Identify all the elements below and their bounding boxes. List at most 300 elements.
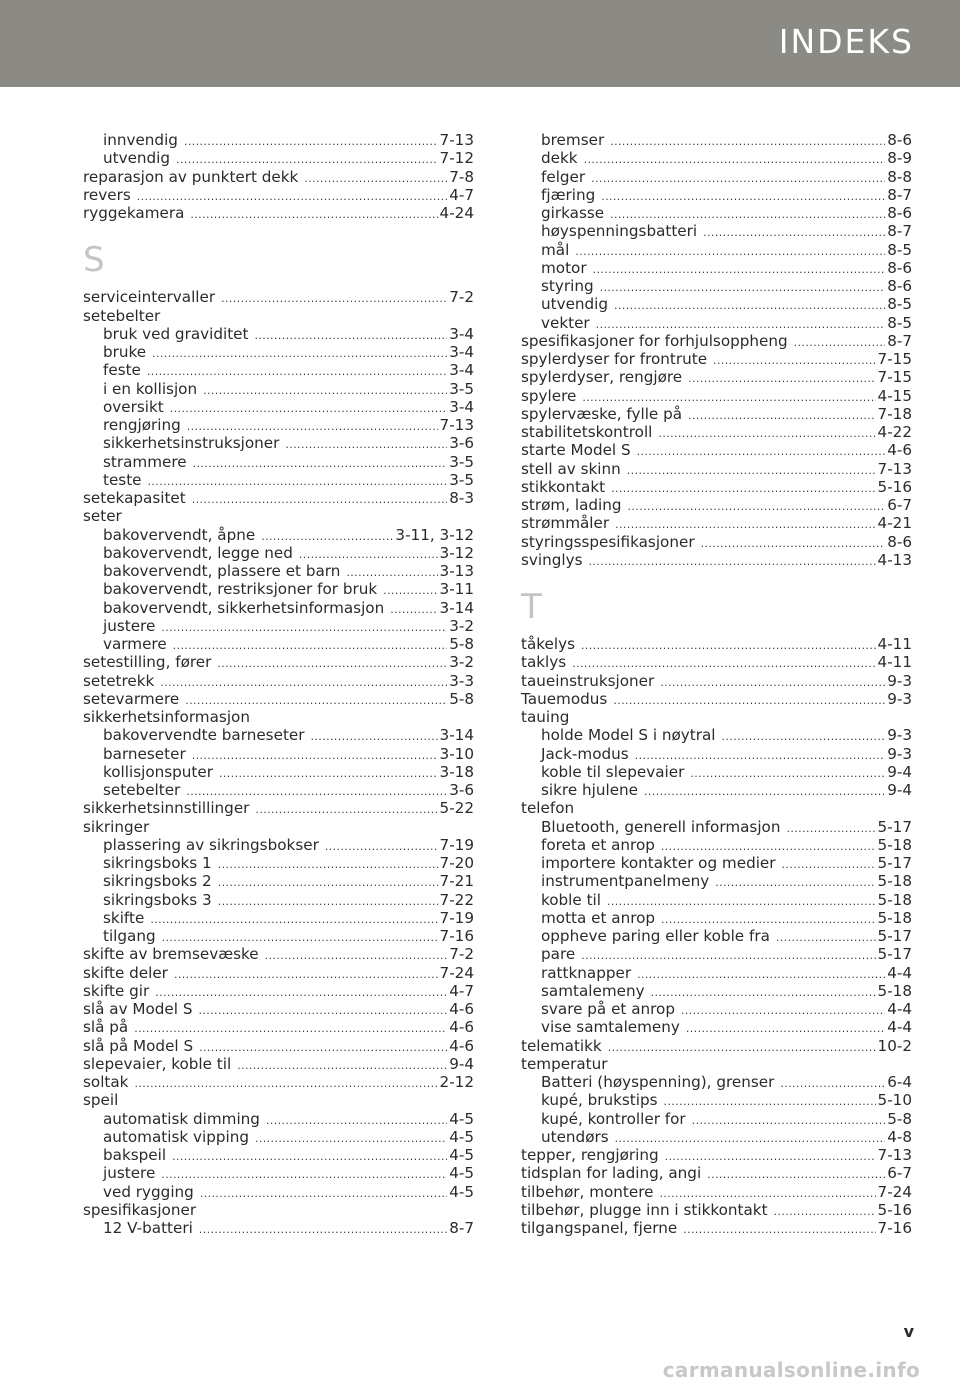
index-entry [83,672,474,690]
index-entry [521,1037,912,1055]
entry-page-ref[interactable]: 7-15 [877,350,912,368]
entry-term: temperatur [521,1054,608,1073]
entry-term: kupé, kontroller for [541,1109,686,1128]
entry-page-ref[interactable]: 3-4 [449,343,474,361]
entry-term: i en kollisjon [103,379,198,398]
leader-dots [786,820,875,838]
entry-page-ref[interactable]: 4-4 [887,963,912,982]
leader-dots [172,1148,447,1166]
entry-page-ref[interactable]: 4-6 [449,1018,474,1037]
entry-term: holde Model S i nøytral [541,726,716,745]
entry-page-ref[interactable]: 3-4 [449,361,474,380]
header-band [0,0,960,87]
leader-dots [608,1039,876,1057]
entry-term: speil [83,1091,119,1110]
entry-term: teste [103,470,142,489]
entry-term: sikringsboks 1 [103,854,212,872]
entry-term: setevarmere [83,689,180,708]
entry-page-ref[interactable]: 7-16 [439,927,474,945]
entry-page-ref[interactable]: 4-8 [887,1127,912,1146]
entry-page-ref[interactable]: 5-18 [877,872,912,891]
entry-term: utvendig [103,149,171,168]
leader-dots [688,407,875,425]
leader-dots [304,170,447,188]
leader-dots [644,783,885,801]
entry-page-ref[interactable]: 7-13 [877,459,912,478]
leader-dots [686,1020,885,1038]
entry-page-ref[interactable]: 4-4 [887,1000,912,1018]
index-subentry [83,726,474,744]
leader-dots [237,1057,447,1075]
entry-term: setebelter [103,781,181,799]
entry-term: taklys [521,653,567,672]
entry-page-ref[interactable]: 5-17 [877,945,912,964]
entry-page-ref[interactable]: 8-9 [887,149,912,168]
entry-page-ref[interactable]: 4-5 [449,1164,474,1183]
index-entry [521,1201,912,1219]
index-subentry [83,1128,474,1146]
leader-dots [161,619,447,637]
entry-page-ref[interactable]: 5-18 [877,908,912,927]
entry-term: sikringsboks 2 [103,872,212,891]
index-entry [521,1146,912,1164]
entry-term: barneseter [103,744,186,763]
entry-page-ref[interactable]: 9-3 [887,689,912,708]
index-subentry [521,1073,912,1091]
index-subentry [521,781,912,799]
page-number: v [903,1322,914,1341]
entry-term: sikkerhetsinnstillinger [83,799,250,818]
entry-page-ref[interactable]: 4-5 [449,1182,474,1201]
entry-term: 12 V-batteri [103,1219,193,1237]
entry-page-ref[interactable]: 5-10 [877,1091,912,1110]
entry-page-ref[interactable]: 4-22 [877,423,912,441]
leader-dots [782,856,876,874]
entry-term: automatisk dimming [103,1109,260,1128]
entry-page-ref[interactable]: 4-15 [877,386,912,405]
index-subentry [521,277,912,295]
entry-term: bruk ved graviditet [103,324,249,343]
entry-page-ref[interactable]: 8-7 [449,1219,474,1237]
entry-page-ref[interactable]: 8-7 [887,222,912,241]
entry-page-ref[interactable]: 4-13 [877,550,912,569]
index-subentry [521,909,912,927]
entry-page-ref[interactable]: 3-6 [449,781,474,799]
entry-term: styringsspesifikasjoner [521,532,695,551]
leader-dots [660,674,885,692]
entry-page-ref[interactable]: 8-6 [887,532,912,551]
entry-page-ref[interactable]: 9-3 [887,671,912,690]
entry-page-ref[interactable]: 3-11 [439,580,474,599]
index-subentry [83,361,474,379]
index-subentry [83,580,474,598]
index-subentry [521,945,912,963]
entry-page-ref[interactable]: 3-14 [439,726,474,745]
entry-page-ref[interactable]: 3-18 [439,762,474,781]
index-entry [521,551,912,569]
leader-dots [218,874,438,892]
index-subentry [521,186,912,204]
entry-page-ref[interactable]: 9-3 [887,726,912,745]
leader-dots [637,966,885,984]
index-subentry [521,241,912,259]
entry-term: tilbehør, montere [521,1182,654,1201]
entry-page-ref[interactable]: 9-4 [887,781,912,799]
leader-dots [190,206,437,224]
entry-term: sikringer [83,817,150,836]
entry-page-ref[interactable]: 4-11 [877,635,912,653]
entry-term: bakovervendt, restriksjoner for bruk [103,580,378,599]
entry-page-ref[interactable]: 5-17 [877,854,912,872]
entry-term: stikkontakt [521,477,606,496]
leader-dots [200,1185,447,1203]
leader-dots [203,382,447,400]
entry-term: sikre hjulene [541,781,639,799]
entry-page-ref[interactable]: 5-8 [449,635,474,653]
entry-term: bakspeil [103,1146,167,1164]
index-subentry [521,872,912,890]
leader-dots [614,297,885,315]
index-subentry [521,1128,912,1146]
leader-dots [152,345,447,363]
index-subentry [83,380,474,398]
index-subentry [83,599,474,617]
index-subentry [521,1018,912,1036]
index-entry [521,653,912,671]
entry-term: telefon [521,799,575,818]
index-subentry [521,964,912,982]
entry-page-ref[interactable]: 10-2 [877,1036,912,1055]
entry-page-ref[interactable]: 7-8 [449,167,474,186]
entry-term: ved rygging [103,1182,194,1201]
entry-page-ref[interactable]: 3-2 [449,653,474,672]
leader-dots [628,498,886,516]
index-subentry [521,168,912,186]
entry-page-ref[interactable]: 8-6 [887,277,912,295]
entry-page-ref[interactable]: 5-8 [887,1109,912,1128]
entry-term: skifte gir [83,981,150,1000]
leader-dots [160,674,447,692]
entry-page-ref[interactable]: 7-12 [439,149,474,168]
entry-page-ref[interactable]: 4-5 [449,1146,474,1164]
entry-term: tåkelys [521,635,575,653]
leader-dots [390,601,437,619]
entry-page-ref[interactable]: 9-4 [449,1054,474,1073]
entry-term: rengjøring [103,416,181,434]
index-entry [83,1000,474,1018]
entry-page-ref[interactable]: 7-13 [439,131,474,149]
entry-page-ref[interactable]: 3-4 [449,324,474,343]
entry-page-ref[interactable]: 8-7 [887,331,912,350]
entry-page-ref[interactable]: 7-20 [439,854,474,872]
entry-page-ref[interactable]: 4-4 [887,1018,912,1037]
entry-term: plassering av sikringsbokser [103,835,319,854]
entry-page-ref[interactable]: 2-12 [439,1073,474,1091]
entry-page-ref[interactable]: 4-11 [877,653,912,672]
entry-term: importere kontakter og medier [541,854,776,872]
index-entry [521,332,912,350]
entry-page-ref[interactable]: 3-6 [449,434,474,453]
entry-page-ref[interactable]: 7-2 [449,945,474,964]
entry-term: revers [83,185,131,204]
index-entry [521,1183,912,1201]
index-entry [521,441,912,459]
index-entry [83,168,474,186]
entry-term: skifte [103,908,145,927]
entry-term: vekter [541,313,590,332]
entry-page-ref[interactable]: 5-18 [877,981,912,1000]
index-column-right [521,131,912,1237]
entry-term: feste [103,361,141,380]
entry-term: mål [541,240,570,259]
entry-page-ref[interactable]: 8-7 [887,185,912,204]
leader-dots [170,400,447,418]
leader-dots [255,801,437,819]
entry-term: strømmåler [521,514,610,533]
entry-term: skifte av bremsevæske [83,945,259,964]
entry-term: telematikk [521,1036,602,1055]
entry-page-ref[interactable]: 4-6 [887,441,912,460]
leader-dots [703,224,885,242]
leader-dots [254,327,447,345]
leader-dots [664,1093,876,1111]
index-subentry [83,526,474,544]
entry-page-ref[interactable]: 5-18 [877,890,912,909]
entry-term: pare [541,945,576,964]
entry-page-ref[interactable]: 9-4 [887,762,912,781]
entry-term: tidsplan for lading, angi [521,1164,702,1183]
leader-dots [610,133,885,151]
entry-page-ref[interactable]: 4-7 [449,981,474,1000]
entry-page-ref[interactable]: 7-18 [877,404,912,423]
index-entry [521,1055,912,1073]
leader-dots [794,334,886,352]
index-subentry [83,891,474,909]
entry-page-ref[interactable]: 7-22 [439,890,474,909]
index-subentry [521,836,912,854]
leader-dots [285,436,447,454]
entry-page-ref[interactable]: 4-5 [449,1127,474,1146]
entry-page-ref[interactable]: 5-17 [877,927,912,945]
entry-term: seter [83,507,122,526]
entry-page-ref[interactable]: 5-16 [877,1200,912,1219]
entry-term: motor [541,258,587,277]
entry-term: foreta et anrop [541,835,655,854]
entry-page-ref[interactable]: 3-14 [439,598,474,617]
entry-page-ref[interactable]: 5-18 [877,835,912,854]
entry-page-ref[interactable]: 3-2 [449,616,474,635]
entry-page-ref[interactable]: 8-6 [887,131,912,149]
entry-page-ref[interactable]: 7-2 [449,288,474,307]
entry-page-ref[interactable]: 7-15 [877,368,912,387]
entry-page-ref[interactable]: 7-24 [439,963,474,982]
entry-term: stell av skinn [521,459,621,478]
leader-dots [627,462,876,480]
entry-term: Bluetooth, generell informasjon [541,817,781,836]
index-entry [83,690,474,708]
entry-page-ref[interactable]: 4-6 [449,1000,474,1018]
entry-page-ref[interactable]: 4-6 [449,1036,474,1055]
entry-page-ref[interactable]: 4-7 [449,185,474,204]
entry-page-ref[interactable]: 7-19 [439,835,474,854]
index-subentry [83,416,474,434]
entry-page-ref[interactable]: 7-19 [439,908,474,927]
leader-dots [134,1075,437,1093]
entry-term: setebelter [83,306,161,325]
index-entry [521,496,912,514]
index-entry [83,288,474,306]
entry-term: samtalemeny [541,981,645,1000]
index-subentry [83,617,474,635]
entry-term: bakovervendte barneseter [103,726,305,745]
entry-page-ref[interactable]: 3-10 [439,744,474,763]
entry-term: vise samtalemeny [541,1018,680,1037]
index-subentry [521,891,912,909]
leader-dots [184,133,438,151]
index-entry [83,982,474,1000]
entry-term: styring [541,277,594,295]
entry-page-ref[interactable]: 3-13 [439,562,474,580]
entry-term: setetrekk [83,671,155,690]
index-subentry [521,131,912,149]
leader-dots [255,1130,447,1148]
entry-term: stabilitetskontroll [521,423,653,441]
leader-dots [600,279,886,297]
index-subentry [83,1183,474,1201]
entry-term: kollisjonsputer [103,762,213,781]
entry-term: sikringsboks 3 [103,890,212,909]
leader-dots [174,966,438,984]
entry-term: reparasjon av punktert dekk [83,167,299,186]
index-subentry [521,1091,912,1109]
leader-dots [611,480,875,498]
index-subentry [83,854,474,872]
index-subentry [83,872,474,890]
index-subentry [83,927,474,945]
index-subentry [521,982,912,1000]
leader-dots [688,370,875,388]
watermark: carmanualsonline.info [662,1358,920,1382]
index-entry [83,186,474,204]
index-entry [521,350,912,368]
entry-page-ref[interactable]: 6-7 [887,1164,912,1183]
leader-dots [690,765,885,783]
leader-dots [198,1002,447,1020]
entry-term: spylere [521,386,577,405]
entry-page-ref[interactable]: 3-5 [449,452,474,471]
index-entry [83,964,474,982]
index-entry [521,514,912,532]
index-entry [521,533,912,551]
leader-dots [150,911,437,929]
leader-dots [707,1166,885,1184]
index-entry [83,204,474,222]
entry-page-ref[interactable]: 7-13 [439,416,474,434]
leader-dots [584,151,886,169]
index-subentry [83,1146,474,1164]
entry-term: tilgang [103,927,156,945]
entry-page-ref[interactable]: 3-12 [439,543,474,562]
index-entry [83,1018,474,1036]
index-subentry [521,295,912,313]
entry-page-ref[interactable]: 8-5 [887,240,912,259]
entry-page-ref[interactable]: 7-13 [877,1146,912,1164]
entry-page-ref[interactable]: 6-7 [887,496,912,514]
entry-page-ref[interactable]: 8-8 [887,167,912,186]
entry-page-ref[interactable]: 6-4 [887,1073,912,1091]
entry-page-ref[interactable]: 3-4 [449,397,474,416]
index-entry [521,405,912,423]
index-subentry [83,434,474,452]
entry-term: spesifikasjoner for forhjulsoppheng [521,331,788,350]
entry-page-ref[interactable]: 3-5 [449,470,474,489]
entry-page-ref[interactable]: 8-5 [887,295,912,314]
leader-dots [776,929,876,947]
entry-term: fjæring [541,185,596,204]
entry-page-ref[interactable]: 7-16 [877,1219,912,1237]
index-subentry [83,635,474,653]
entry-term: bakovervendt, åpne [103,525,256,544]
index-subentry [83,398,474,416]
entry-page-ref[interactable]: 8-6 [887,258,912,277]
index-subentry [83,562,474,580]
entry-term: strammere [103,452,187,471]
entry-page-ref[interactable]: 5-8 [449,689,474,708]
entry-term: innvendig [103,131,178,149]
index-entry [521,1164,912,1182]
entry-page-ref[interactable]: 3-3 [449,671,474,690]
entry-page-ref[interactable]: 9-3 [887,744,912,763]
entry-term: girkasse [541,204,605,222]
entry-term: utendørs [541,1127,609,1146]
index-subentry [83,131,474,149]
index-entry [521,635,912,653]
entry-page-ref[interactable]: 7-21 [439,872,474,891]
leader-dots [575,243,885,261]
entry-page-ref[interactable]: 5-17 [877,817,912,836]
entry-page-ref[interactable]: 3-5 [449,379,474,398]
leader-dots [637,443,886,461]
entry-page-ref[interactable]: 8-6 [887,204,912,222]
index-subentry [83,909,474,927]
entry-page-ref[interactable]: 8-3 [449,489,474,507]
entry-page-ref[interactable]: 4-21 [877,514,912,533]
index-subentry [521,726,912,744]
entry-page-ref[interactable]: 5-16 [877,477,912,496]
leader-dots [155,984,447,1002]
index-subentry [521,314,912,332]
index-subentry [83,781,474,799]
index-entry [83,1073,474,1091]
entry-page-ref[interactable]: 3-11, 3-12 [395,525,474,544]
index-subentry [521,927,912,945]
index-subentry [521,1110,912,1128]
leader-dots [173,637,448,655]
entry-page-ref[interactable]: 4-24 [439,204,474,222]
index-entry [521,672,912,690]
entry-page-ref[interactable]: 8-5 [887,313,912,332]
entry-term: bakovervendt, plassere et barn [103,562,341,580]
index-entry [83,489,474,507]
entry-term: spylerdyser for frontrute [521,350,708,368]
section-letter: S [83,240,105,281]
entry-term: dekk [541,149,578,168]
entry-page-ref[interactable]: 4-5 [449,1109,474,1128]
leader-dots [701,535,886,553]
entry-term: slå på Model S [83,1036,194,1055]
entry-page-ref[interactable]: 7-24 [877,1182,912,1201]
entry-page-ref[interactable]: 5-22 [439,799,474,818]
